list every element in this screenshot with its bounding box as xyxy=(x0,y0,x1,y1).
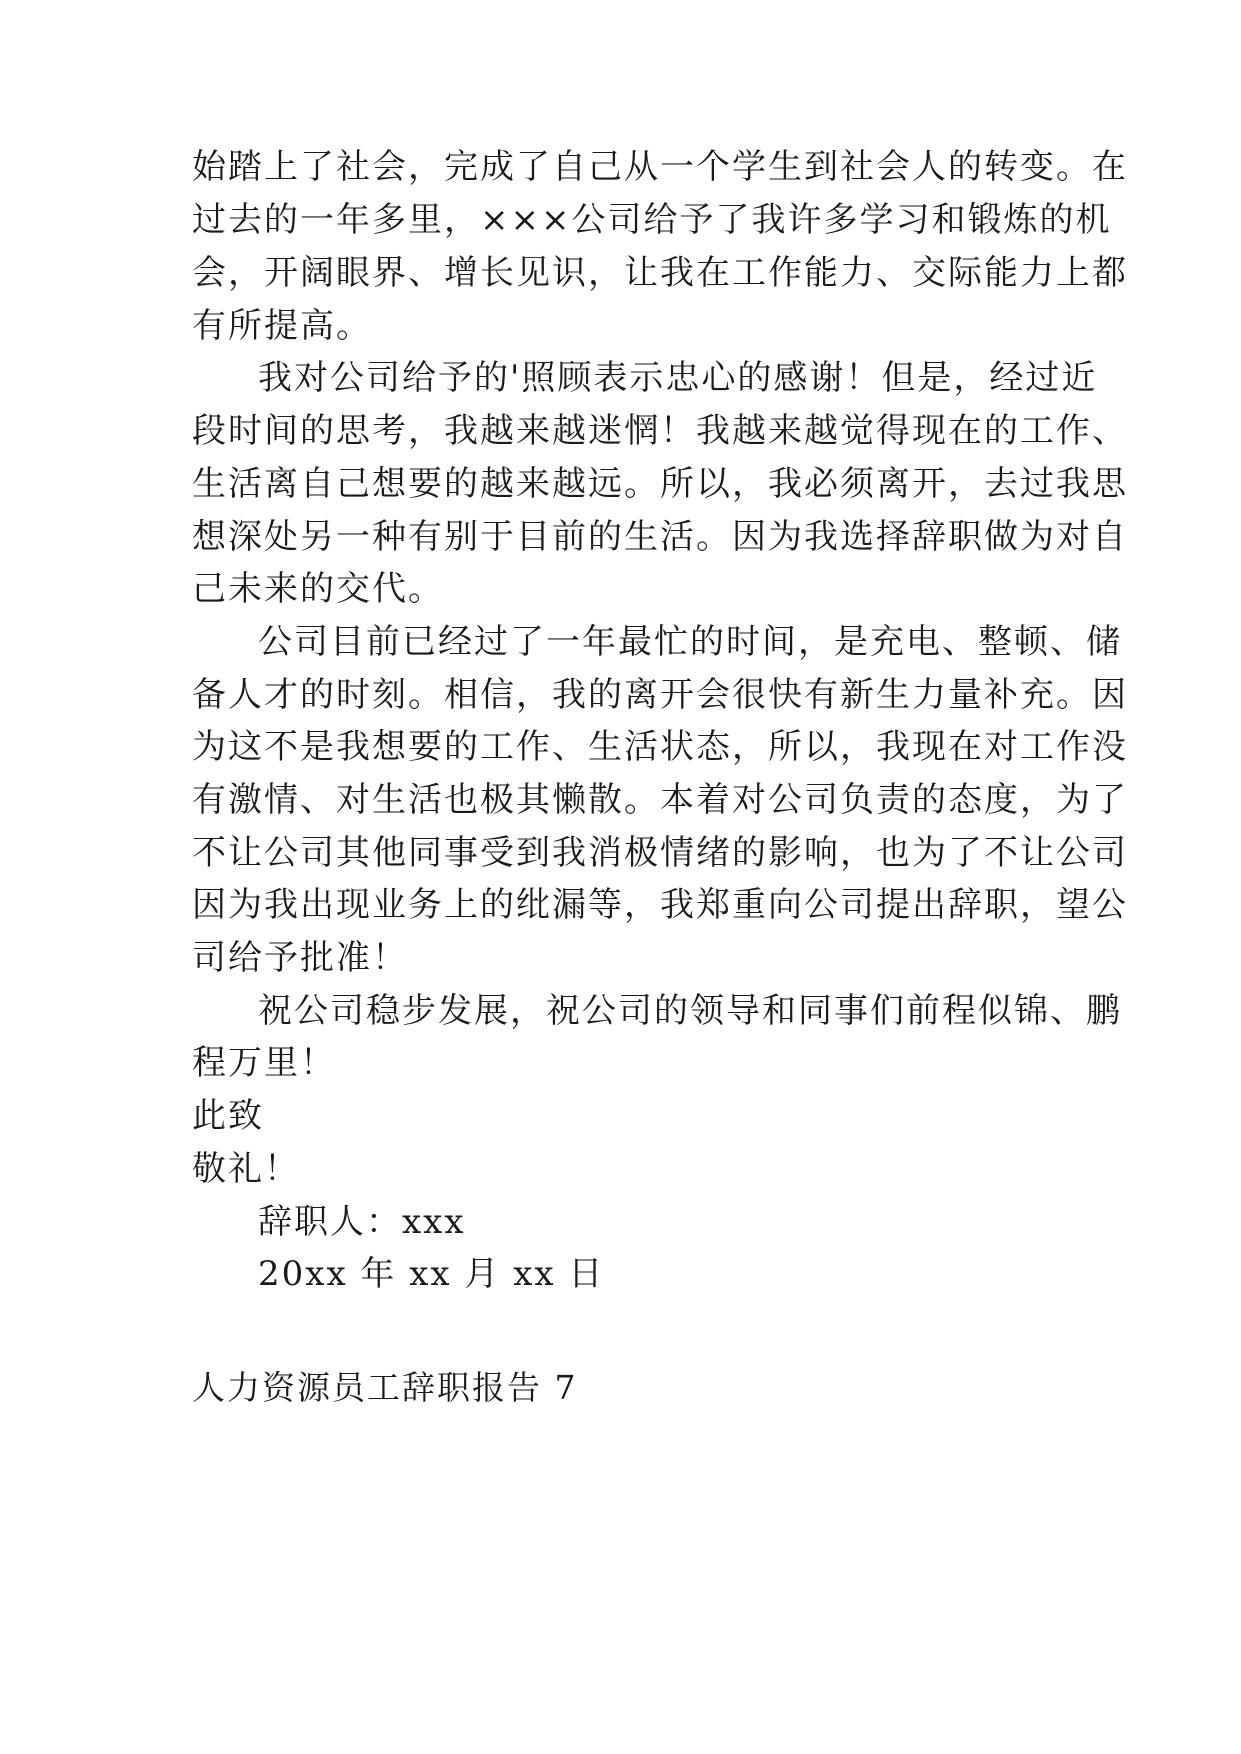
paragraph-3-line-3: 为这不是我想要的工作、生活状态，所以，我现在对工作没 xyxy=(192,727,1128,767)
paragraph-1-line-2: 过去的一年多里，×××公司给予了我许多学习和锻炼的机 xyxy=(192,200,1112,240)
paragraph-4-line-2: 程万里！ xyxy=(192,1043,336,1083)
paragraph-3-line-1: 公司目前已经过了一年最忙的时间，是充电、整顿、储 xyxy=(258,622,1122,662)
paragraph-3-line-2: 备人才的时刻。相信，我的离开会很快有新生力量补充。因 xyxy=(192,675,1128,715)
signature-line: 辞职人：xxx xyxy=(258,1202,466,1242)
date-line: 20xx 年 xx 月 xx 日 xyxy=(258,1254,605,1294)
paragraph-1-line-4: 有所提高。 xyxy=(192,306,372,346)
paragraph-1-line-1: 始踏上了社会，完成了自己从一个学生到社会人的转变。在 xyxy=(192,147,1128,187)
paragraph-2-line-1: 我对公司给予的'照顾表示忠心的感谢！但是，经过近 xyxy=(258,358,1098,398)
paragraph-3-line-7: 司给予批准！ xyxy=(192,938,408,978)
closing-salutation: 此致 xyxy=(192,1096,264,1136)
section-heading: 人力资源员工辞职报告 7 xyxy=(192,1368,578,1407)
paragraph-2-line-3: 生活离自己想要的越来越远。所以，我必须离开，去过我思 xyxy=(192,464,1128,504)
paragraph-2-line-2: 段时间的思考，我越来越迷惘！我越来越觉得现在的工作、 xyxy=(192,411,1128,451)
paragraph-2-line-4: 想深处另一种有别于目前的生活。因为我选择辞职做为对自 xyxy=(192,517,1128,557)
closing-regards: 敬礼！ xyxy=(192,1149,300,1189)
paragraph-3-line-6: 因为我出现业务上的纰漏等，我郑重向公司提出辞职，望公 xyxy=(192,885,1128,925)
paragraph-3-line-5: 不让公司其他同事受到我消极情绪的影响，也为了不让公司 xyxy=(192,833,1128,873)
paragraph-1-line-3: 会，开阔眼界、增长见识，让我在工作能力、交际能力上都 xyxy=(192,253,1128,293)
paragraph-2-line-5: 己未来的交代。 xyxy=(192,569,444,609)
paragraph-3-line-4: 有激情、对生活也极其懒散。本着对公司负责的态度，为了 xyxy=(192,780,1128,820)
paragraph-4-line-1: 祝公司稳步发展，祝公司的领导和同事们前程似锦、鹏 xyxy=(258,991,1122,1031)
